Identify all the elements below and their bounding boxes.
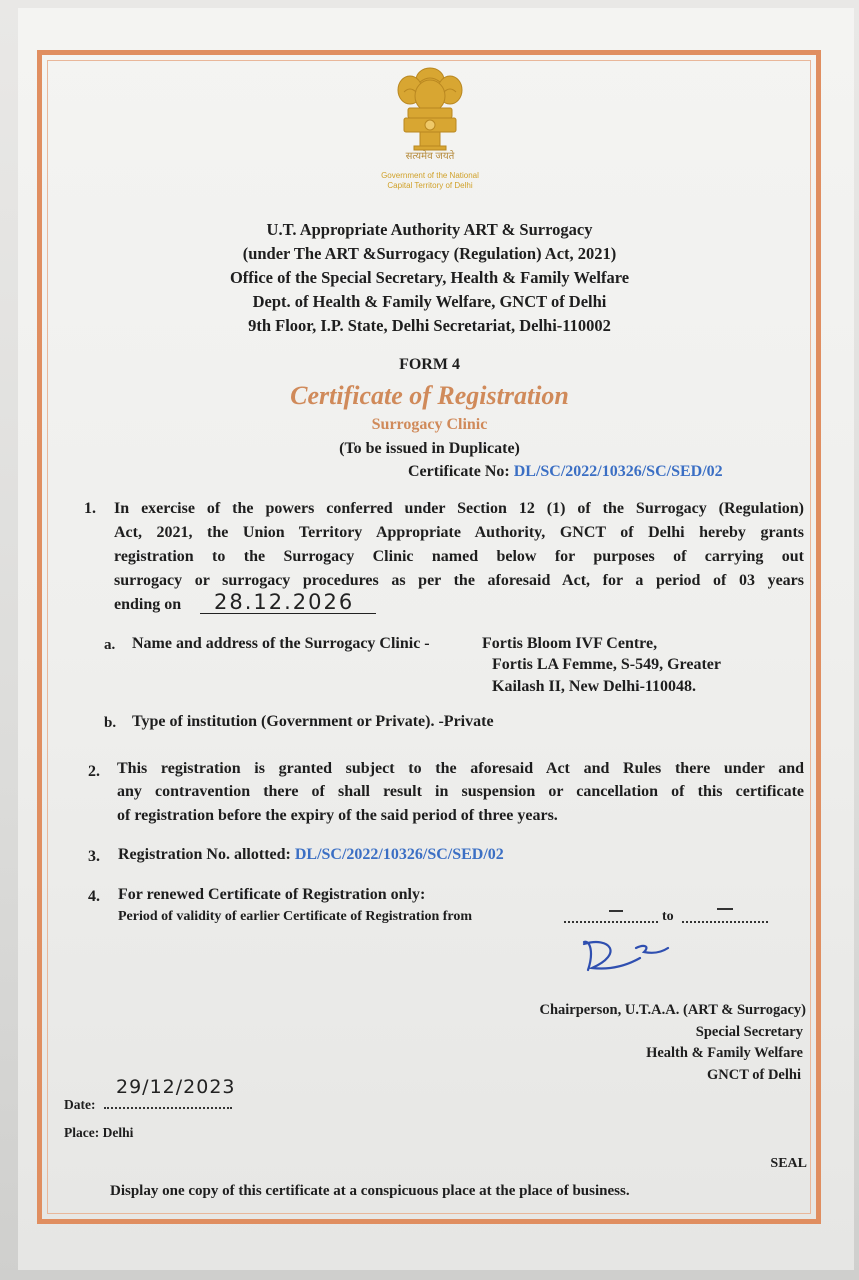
certificate-subtitle: Surrogacy Clinic — [371, 416, 488, 433]
clause-4-number: 4. — [88, 888, 100, 905]
form-number: FORM 4 — [399, 356, 460, 373]
clause-3-row — [118, 847, 504, 863]
emblem-motto: सत्यमेव जयते — [405, 151, 455, 162]
clause-2-number: 2. — [88, 763, 100, 780]
clause-1-line-1: In exercise of the powers conferred under Section 12 (1) of the Surrogacy (Regulation) — [114, 500, 804, 517]
clause-1-line-2: Act, 2021, the Union Territory Appropriate Authority, GNCT of Delhi hereby grants — [114, 524, 804, 541]
emblem-caption-line2: Capital Territory of Delhi — [387, 181, 473, 190]
item-a-address-line-1: Fortis Bloom IVF Centre, — [482, 635, 658, 652]
item-b-text: Type of institution (Government or Private). -Private — [132, 713, 494, 730]
clause-4-to-label: to — [662, 909, 674, 924]
validity-to-dots — [682, 921, 768, 923]
clause-1-number: 1. — [84, 500, 96, 517]
validity-from-dash — [609, 910, 623, 912]
registration-number-value: DL/SC/2022/10326/SC/SED/02 — [294, 846, 504, 863]
certificate-title: Certificate of Registration — [290, 381, 569, 410]
signature-mark — [570, 930, 680, 980]
date-label: Date: — [64, 1097, 96, 1112]
clause-4-line-1: For renewed Certificate of Registration only: — [118, 886, 426, 903]
validity-from-dots — [564, 921, 658, 923]
item-a-address-line-3: Kailash II, New Delhi-110048. — [492, 678, 697, 695]
date-handwritten: 29/12/2023 — [116, 1076, 236, 1098]
clause-1-line-3: registration to the Surrogacy Clinic named below for purposes of carrying out — [114, 548, 804, 565]
certificate-number-row — [408, 464, 723, 480]
date-dots — [104, 1107, 232, 1109]
display-note: Display one copy of this certificate at a conspicuous place at the place of business. — [110, 1183, 630, 1199]
registration-number-label: Registration No. allotted: — [118, 846, 291, 863]
signatory-line-2: Special Secretary — [695, 1024, 803, 1040]
clause-2-line-1: This registration is granted subject to the aforesaid Act and Rules there under and — [117, 760, 804, 777]
validity-to-dash — [717, 908, 733, 910]
signatory-line-3: Health & Family Welfare — [646, 1045, 803, 1061]
signatory-line-1: Chairperson, U.T.A.A. (ART & Surrogacy) — [539, 1002, 806, 1018]
header-line-3: Office of the Special Secretary, Health & Family Welfare — [229, 268, 630, 287]
state-emblem-icon — [380, 62, 480, 158]
seal-label: SEAL — [770, 1156, 807, 1171]
header-line-4: Dept. of Health & Family Welfare, GNCT of Delhi — [252, 292, 607, 311]
emblem-caption-line1: Government of the National — [381, 171, 479, 180]
issued-note: (To be issued in Duplicate) — [339, 440, 520, 457]
clause-1-line-4: surrogacy or surrogacy procedures as per the aforesaid Act, for a period of 03 years — [114, 572, 804, 589]
item-a-address-line-2: Fortis LA Femme, S-549, Greater — [492, 656, 721, 673]
certificate-number-value: DL/SC/2022/10326/SC/SED/02 — [513, 463, 723, 480]
ending-date-handwritten: 28.12.2026 — [214, 590, 355, 614]
header-line-5: 9th Floor, I.P. State, Delhi Secretariat, Delhi-110002 — [248, 316, 611, 335]
item-a-marker: a. — [104, 637, 116, 653]
header-line-1: U.T. Appropriate Authority ART & Surrogacy — [266, 220, 593, 239]
header-line-2: (under The ART &Surrogacy (Regulation) Act, 2021) — [242, 244, 617, 263]
certificate-number-label: Certificate No: — [408, 463, 510, 480]
clause-2-line-2: any contravention there of shall result in suspension or cancellation of this certificate — [117, 783, 804, 800]
item-a-label: Name and address of the Surrogacy Clinic - — [132, 635, 430, 652]
clause-4-line-2-prefix: Period of validity of earlier Certificate of Registration from — [118, 909, 473, 924]
place-label: Place: Delhi — [64, 1125, 134, 1140]
signatory-line-4: GNCT of Delhi — [707, 1067, 801, 1083]
clause-1-ending-label: ending on — [114, 596, 182, 613]
item-b-marker: b. — [104, 715, 117, 731]
clause-2-line-3: of registration before the expiry of the said period of three years. — [117, 807, 558, 824]
clause-3-number: 3. — [88, 848, 100, 865]
